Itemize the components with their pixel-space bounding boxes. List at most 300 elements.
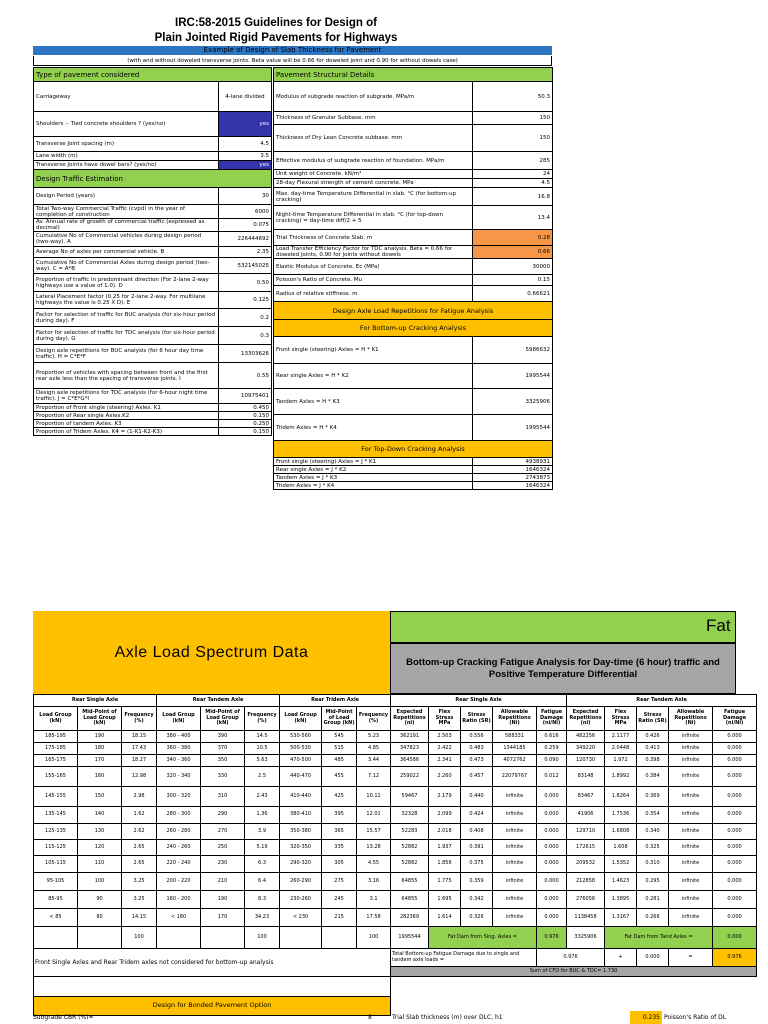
table-cell[interactable]: 13.28 [357,840,391,856]
table-cell: 1.3167 [605,909,637,927]
subgrade-value[interactable]: 8 [368,1014,372,1021]
table-cell: 1138458 [567,909,605,927]
table-cell [322,927,357,949]
table-cell: 260-290 [280,873,322,891]
row-label: Elastic Modulus of Concrete. Ec (MPa) [274,259,473,275]
table-cell: 185-195 [34,731,78,743]
table-cell: 364586 [391,755,429,767]
sum-label-single: Fat Dam from Sing. Axles = [429,927,537,949]
row-label: Radius of relative stiffness. m [274,286,473,302]
table-cell: 0.473 [461,755,493,767]
row-label: Average No of axles per commercial vehicle. B [34,247,219,258]
table-cell: 1.5352 [605,856,637,873]
table-cell[interactable]: 3.1 [357,891,391,909]
subgrade-label: Subgrade CBR (%)= [33,1014,94,1021]
table-cell[interactable]: 2.62 [122,824,157,840]
row-label: Trial Thickness of Concrete Slab. m [274,230,473,246]
table-cell[interactable]: 15.57 [357,824,391,840]
fatigue-table [390,694,757,977]
table-cell[interactable]: 3.25 [122,891,157,909]
table-cell: infinite [493,807,537,824]
table-cell: 22079767 [493,767,537,787]
table-cell[interactable]: 1.36 [245,807,280,824]
table-cell: 170 [201,909,245,927]
table-row [34,856,391,873]
plus-sign: + [605,949,637,967]
table-cell: infinite [669,767,713,787]
row-label: Front single (steering) Axles = H * K1 [274,337,473,364]
table-cell: 130 [78,824,122,840]
row-label: Tridem Axles = J * K4 [274,482,473,490]
row-label: Effective modulus of subgrade reaction of foundation. MPa/m [274,152,473,170]
row-value: 13.4 [473,206,553,230]
total-frequency: 100 [245,927,280,949]
table-cell[interactable]: 14.5 [245,731,280,743]
table-cell[interactable]: 3.25 [122,873,157,891]
row-value[interactable]: 3.5 [219,152,272,161]
table-row [391,891,757,909]
table-cell[interactable]: 34.23 [245,909,280,927]
table-cell: 0.369 [637,787,669,807]
bonded-title: Design for Bonded Pavement Option [34,997,391,1016]
table-cell: 305 [322,856,357,873]
table-cell[interactable]: 1.62 [122,807,157,824]
table-cell[interactable]: 6.4 [245,873,280,891]
table-cell: 0.342 [461,891,493,909]
table-cell: 0.424 [461,807,493,824]
table-cell: 120 [78,840,122,856]
table-cell[interactable]: 6.3 [245,856,280,873]
table-cell: 0.000 [713,767,757,787]
table-cell: 0.483 [461,743,493,755]
row-value: 1646324 [473,466,553,474]
row-value: 1995544 [473,364,553,389]
structural-details-table [273,67,553,490]
table-cell: 0.281 [637,891,669,909]
table-cell[interactable]: 17.43 [122,743,157,755]
row-value[interactable]: 0.15 [473,275,553,286]
table-cell: 83148 [567,767,605,787]
row-value[interactable]: 285 [473,152,553,170]
col-header: Allowable Repetitions (Ni) [493,707,537,731]
table-cell: 125-135 [34,824,78,840]
row-value: 0.66621 [473,286,553,302]
row-label: Factor for selection of traffic for BUC analysis (for six-hour period during day). F [34,309,219,327]
row-value[interactable]: 4-lane divided [219,82,272,112]
cfd-row [391,967,757,977]
table-cell: 290 [201,807,245,824]
table-cell: 1.775 [429,873,461,891]
row-label: Proportion of vehicles with spacing between front and the first rear axle less than the spacing of transverse joints. I [34,363,219,389]
col-header: Frequency (%) [122,707,157,731]
table-row [34,824,391,840]
row-value[interactable]: 150 [473,125,553,152]
table-cell: 340 - 360 [157,755,201,767]
table-cell[interactable]: 14.15 [122,909,157,927]
table-cell: 0.000 [537,840,567,856]
table-cell: 95-105 [34,873,78,891]
table-cell: 588331 [493,731,537,743]
row-label: Tandem Axles = H * K3 [274,389,473,415]
row-value[interactable]: 0.450 [219,404,272,412]
buc-analysis-title: Bottom-up Cracking Fatigue Analysis for Day-time (6 hour) traffic and Positive Temperature Differential [390,643,736,694]
table-cell[interactable]: 3.16 [357,873,391,891]
row-value[interactable]: 30 [219,188,272,205]
row-label: Poisson's Ratio of Concrete. Mu [274,275,473,286]
row-value: 532145025 [219,258,272,274]
table-cell: 282369 [391,909,429,927]
row-value[interactable]: 24 [473,170,553,179]
row-label: Lateral Placement factor (0.25 for 2-lane 2-way. For multilane highways the value is 0.25 X D). E [34,292,219,309]
row-label: Design axle repetitions for BUC analysis (for 6 hour day time traffic). H = C*E*F [34,345,219,363]
table-cell: 270 [201,824,245,840]
row-label: Tridem Axles = H * K4 [274,415,473,441]
table-cell: 300 - 320 [157,787,201,807]
table-row [391,840,757,856]
sum-reps-single: 1995544 [391,927,429,949]
sum-reps-tandem: 3325906 [567,927,605,949]
table-cell: 0.359 [461,873,493,891]
row-label: Proportion of traffic in predominant direction (For 2-lane 2-way highways use a value of 1.0). D [34,274,219,292]
table-cell: 390 [201,731,245,743]
table-cell: 52882 [391,856,429,873]
table-cell: 0.408 [461,824,493,840]
row-label: Thickness of Dry Lean Concrete subbase. mm [274,125,473,152]
table-cell: 259022 [391,767,429,787]
table-cell: 0.000 [713,755,757,767]
table-cell: 175-185 [34,743,78,755]
table-cell[interactable]: 12.98 [122,767,157,787]
total-damage-value: 0.976 [713,949,757,967]
table-cell[interactable]: 18.27 [122,755,157,767]
table-cell: 180 [78,743,122,755]
table-cell: 0.000 [537,873,567,891]
table-cell: 0.000 [713,731,757,743]
row-value[interactable]: 0.50 [219,274,272,292]
table-cell: infinite [493,909,537,927]
sum-label-tandem: Fat Dam from Tand Axles = [605,927,713,949]
table-cell: 350-380 [280,824,322,840]
table-cell: 455 [322,767,357,787]
table-cell: infinite [493,824,537,840]
row-label: Transverse Joint spacing (m) [34,137,219,152]
table-cell: 0.012 [537,767,567,787]
table-row [34,807,391,824]
row-value[interactable]: 150 [473,112,553,125]
row-value[interactable]: yes [219,112,272,137]
table-cell[interactable]: 2.65 [122,856,157,873]
table-cell: 100 [78,873,122,891]
bonded-row [34,997,391,1016]
row-value[interactable]: 2.35 [219,247,272,258]
table-row [391,824,757,840]
row-label: Proportion of Rear single Axles.K2 [34,412,219,420]
table-cell[interactable]: 8.3 [245,891,280,909]
row-value[interactable]: 0.55 [219,363,272,389]
table-cell: 276056 [567,891,605,909]
table-cell: 440-470 [280,767,322,787]
row-value[interactable]: 50.3 [473,82,553,112]
table-cell[interactable]: 2.98 [122,787,157,807]
table-cell: 4072762 [493,755,537,767]
table-cell: 0.556 [461,731,493,743]
table-cell[interactable]: 3.9 [245,824,280,840]
group-header: Rear Tandem Axle [157,695,280,707]
row-label: Max. day-time Temperature Differential in slab. °C (for bottom-up cracking) [274,188,473,206]
table-cell[interactable]: 18.15 [122,731,157,743]
doc-title-line2: Plain Jointed Rigid Pavements for Highways [154,32,398,44]
row-value: 226444692 [219,232,272,247]
table-cell: 530-560 [280,731,322,743]
row-label: Front single (steering) Axles = J * K1 [274,458,473,466]
table-cell: 260 - 280 [157,824,201,840]
axle-spectrum-table [33,694,391,1016]
design-traffic-header: Design Traffic Estimation [34,170,272,188]
table-cell [157,927,201,949]
table-cell: 1344185 [493,743,537,755]
table-cell[interactable]: 4.85 [357,743,391,755]
buc-header: For Bottom-up Cracking Analysis [274,320,553,337]
row-value: 4938931 [473,458,553,466]
table-cell[interactable]: 7.12 [357,767,391,787]
row-value[interactable]: yes [219,161,272,170]
row-value: 1995544 [473,415,553,441]
table-row [34,755,391,767]
table-cell[interactable]: 5.23 [357,731,391,743]
table-cell: 515 [322,743,357,755]
row-value[interactable]: 0.28 [473,230,553,246]
table-cell: 500-530 [280,743,322,755]
table-cell: 0.000 [537,856,567,873]
row-label: Lane width (m) [34,152,219,161]
row-value[interactable]: 16.8 [473,188,553,206]
row-label: Factor for selection of traffic for TDC analysis (for six-hour period during day). G [34,327,219,345]
table-cell: 0.398 [637,755,669,767]
table-cell: 1.614 [429,909,461,927]
row-value: 5986632 [473,337,553,364]
table-cell[interactable]: 17.58 [357,909,391,927]
table-cell: < 85 [34,909,78,927]
table-cell: 0.000 [713,891,757,909]
table-cell[interactable]: 10.11 [357,787,391,807]
table-cell: 0.326 [461,909,493,927]
table-cell: 90 [78,891,122,909]
row-value[interactable]: 6000 [219,205,272,219]
table-cell: 0.340 [637,824,669,840]
table-cell: 362191 [391,731,429,743]
row-label: 28-day Flexural strength of cement concrete. MPa [274,179,473,188]
table-cell: 0.354 [637,807,669,824]
table-cell: 482256 [567,731,605,743]
table-row [391,787,757,807]
table-cell: 2.018 [429,824,461,840]
table-cell: 0.000 [713,856,757,873]
row-value[interactable]: 0.150 [219,412,272,420]
table-cell: infinite [493,873,537,891]
table-cell: 380-410 [280,807,322,824]
table-cell: 275 [322,873,357,891]
row-label: Proportion of Front single (steering) Axles. K1 [34,404,219,412]
col-header: Mid-Point of Load Group (kN) [78,707,122,731]
col-header: Mid-Point of Load Group (kN) [201,707,245,731]
table-row [391,807,757,824]
table-cell: 0.000 [713,787,757,807]
table-row [34,873,391,891]
table-cell[interactable]: 10.5 [245,743,280,755]
table-cell [78,927,122,949]
row-value[interactable]: 0.250 [219,420,272,428]
table-cell: 290-320 [280,856,322,873]
table-cell: 1.3895 [605,891,637,909]
row-label: Thickness of Granular Subbase. mm [274,112,473,125]
poisson-dlc-label: Poisson's Ratio of DL [664,1014,727,1021]
row-value[interactable]: 30000 [473,259,553,275]
table-cell: 0.000 [537,891,567,909]
table-cell: 335 [322,840,357,856]
row-label: Design axle repetitions for TDC analysis (for 6-hour night time traffic). J = C*E*G*I [34,389,219,404]
table-cell: 2.1177 [605,731,637,743]
row-value[interactable]: 0.66 [473,246,553,259]
row-value[interactable]: 4.5 [219,137,272,152]
row-label: Carriageway [34,82,219,112]
table-cell: 0.090 [537,755,567,767]
table-cell: 1.8264 [605,787,637,807]
table-cell: 280 - 300 [157,807,201,824]
table-cell: 2.179 [429,787,461,807]
table-row [391,856,757,873]
table-cell: 212858 [567,873,605,891]
table-cell[interactable]: 12.01 [357,807,391,824]
row-value[interactable]: 0.2 [219,309,272,327]
table-cell: 59467 [391,787,429,807]
total-frequency: 100 [122,927,157,949]
table-cell: 0.310 [637,856,669,873]
table-cell [280,927,322,949]
table-cell: 0.266 [637,909,669,927]
group-header: Rear Single Axle [391,695,567,707]
table-cell: 83467 [567,787,605,807]
table-cell: 64855 [391,873,429,891]
table-cell: 360 - 380 [157,743,201,755]
table-cell: 365 [322,824,357,840]
table-cell [34,927,78,949]
row-value[interactable]: 4.5 [473,179,553,188]
table-cell: 1.8992 [605,767,637,787]
table-cell: infinite [669,856,713,873]
table-cell: 240 - 260 [157,840,201,856]
table-cell: infinite [493,840,537,856]
table-cell: 0.000 [537,824,567,840]
table-cell: 85-95 [34,891,78,909]
table-cell: infinite [669,891,713,909]
row-value[interactable]: 0.3 [219,327,272,345]
table-row [34,731,391,743]
table-cell: infinite [669,743,713,755]
table-row [391,767,757,787]
band-title: Example of Design of Slab Thickness for Pavement [33,46,552,55]
table-cell: 0.000 [713,909,757,927]
row-label: Rear single Axles = J * K2 [274,466,473,474]
spacer-row [34,977,391,997]
table-row [34,787,391,807]
table-cell[interactable]: 3.44 [357,755,391,767]
table-cell: 0.259 [537,743,567,755]
row-label: Shoulders :- Tied concrete shoulders ? (yes/no) [34,112,219,137]
sum-value-single: 0.976 [537,927,567,949]
table-cell: 0.000 [713,873,757,891]
row-value: 0.125 [219,292,272,309]
group-header: Rear Tridem Axle [280,695,391,707]
table-cell: 545 [322,731,357,743]
table-cell[interactable]: 2.65 [122,840,157,856]
trial-thickness-label: Trial Slab thickness (m) over DLC, h1 [392,1014,503,1021]
table-cell: 0.426 [637,731,669,743]
table-cell: 80 [78,909,122,927]
table-row [34,767,391,787]
col-header: Flex Stress MPa [429,707,461,731]
table-cell: 129710 [567,824,605,840]
table-cell: 190 [78,731,122,743]
table-cell: 0.295 [637,873,669,891]
table-cell: 1.937 [429,840,461,856]
total-damage-row [391,949,757,967]
note-row [34,949,391,977]
group-header: Rear Tandem Axle [567,695,757,707]
table-cell[interactable]: 2.43 [245,787,280,807]
table-cell: 64855 [391,891,429,909]
table-cell[interactable]: 5.63 [245,755,280,767]
table-cell[interactable]: 4.55 [357,856,391,873]
row-label: Modulus of subgrade reaction of subgrade. MPa/m [274,82,473,112]
table-cell: 110 [78,856,122,873]
row-value[interactable]: 0.075 [219,219,272,232]
table-cell: infinite [669,787,713,807]
col-header: Allowable Repetitions (Ni) [669,707,713,731]
sum-row [391,927,757,949]
table-cell: 349220 [567,743,605,755]
row-value: 0.150 [219,428,272,436]
row-label: Load Transfer Efficiency Factor for TDC analysis. Beta = 0.66 for doweled joints, 0.90 for joints without dowels [274,246,473,259]
table-cell: 2.260 [429,767,461,787]
table-cell: 210 [201,873,245,891]
table-cell: 215 [322,909,357,927]
table-cell[interactable]: 5.19 [245,840,280,856]
band-note: (with and without doweled transverse joints. Beta value will be 0.66 for doweled joint and 0.90 for without dowels case) [33,56,552,66]
table-cell: 180 - 200 [157,891,201,909]
table-cell: 190 [201,891,245,909]
trial-thickness-value[interactable]: 0.235 [630,1011,662,1024]
total-damage-a: 0.976 [537,949,605,967]
table-row [391,873,757,891]
table-cell: 0.000 [713,743,757,755]
row-label: Unit weight of Concrete. kN/m³ [274,170,473,179]
table-cell: 140 [78,807,122,824]
table-cell: 230 [201,856,245,873]
table-cell[interactable]: 2.5 [245,767,280,787]
row-label: Total Two-way Commercial Traffic (cvpd) in the year of completion of construction [34,205,219,219]
col-header: Stress Ratio (SR) [461,707,493,731]
total-damage-b: 0.000 [637,949,669,967]
table-cell: 347823 [391,743,429,755]
table-cell: 155-165 [34,767,78,787]
table-cell: 0.000 [537,807,567,824]
table-cell: 470-500 [280,755,322,767]
col-header: Frequency (%) [245,707,280,731]
row-label: Rear single Axles = H * K2 [274,364,473,389]
table-cell: < 180 [157,909,201,927]
table-cell: infinite [493,891,537,909]
col-header: Expected Repetitions (ni) [391,707,429,731]
